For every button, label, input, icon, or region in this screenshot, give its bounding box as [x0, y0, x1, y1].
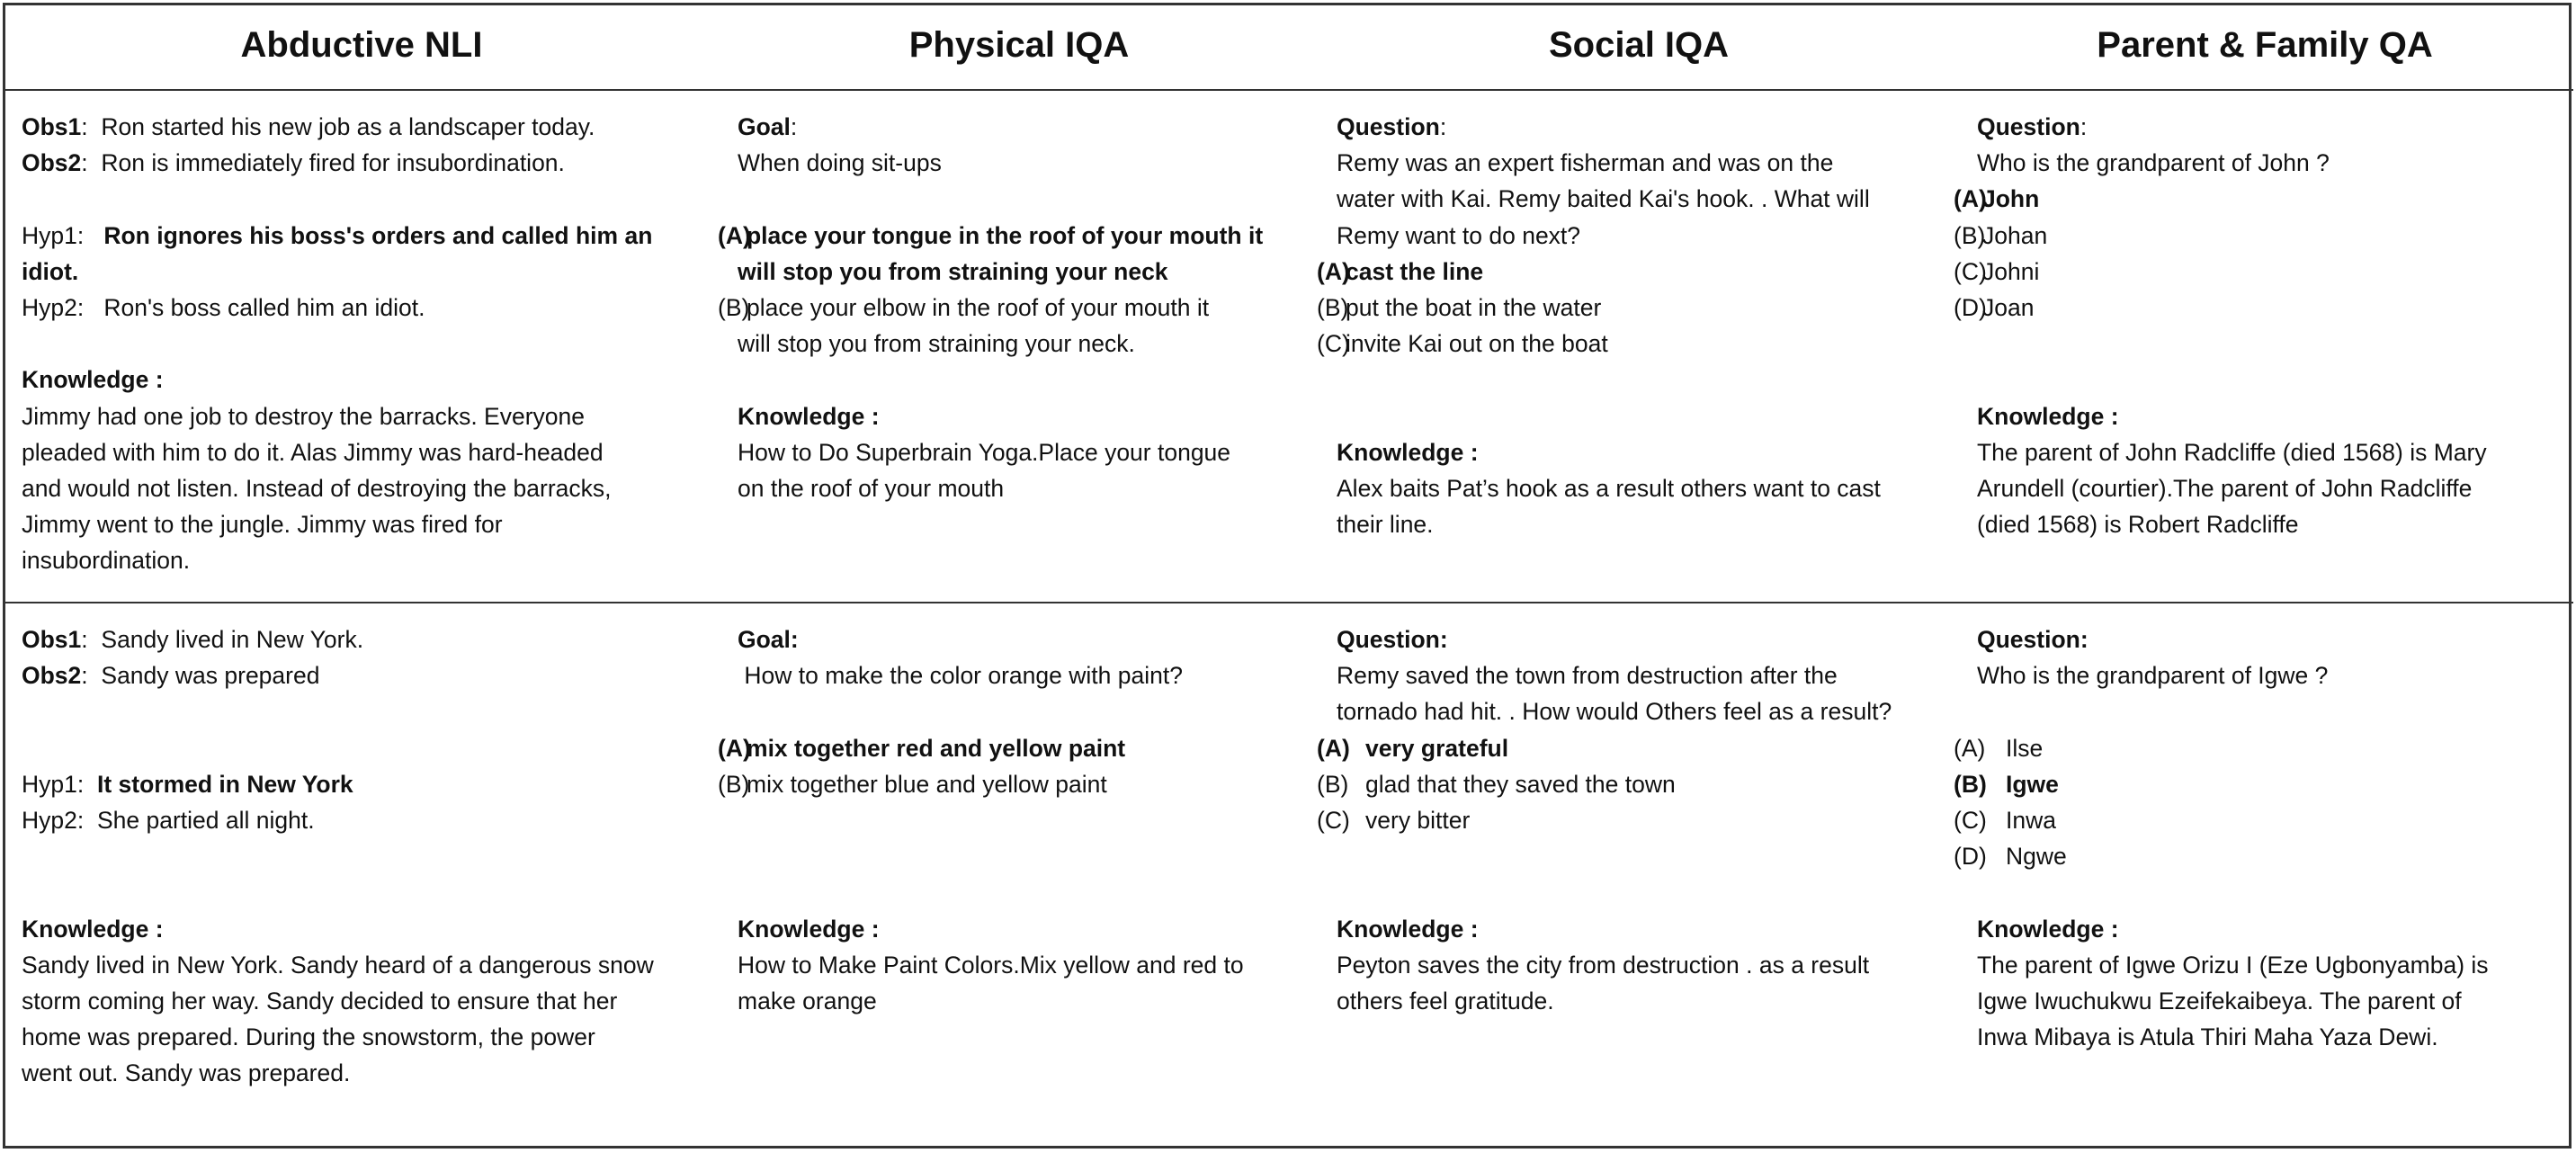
knowledge-line: Jimmy had one job to destroy the barracks. Everyone	[22, 402, 585, 430]
knowledge-label: Knowledge :	[738, 915, 880, 943]
hyp1: Hyp1: It stormed in New York	[22, 770, 353, 798]
piqa-cell-2	[718, 621, 1244, 1019]
knowledge-line: Peyton saves the city from destruction . as a result	[1337, 951, 1870, 979]
option-a: (A) cast the line	[1317, 257, 1484, 285]
goal-text: How to make the color orange with paint?	[738, 662, 1183, 690]
row-divider	[3, 602, 2573, 603]
knowledge-line: (died 1568) is Robert Radcliffe	[1977, 511, 2299, 539]
header-divider	[3, 89, 2573, 91]
hyp2: Hyp2: She partied all night.	[22, 806, 315, 834]
knowledge-line: went out. Sandy was prepared.	[22, 1059, 351, 1087]
siqa-cell-1	[1317, 109, 1881, 542]
option-b: (B) glad that they saved the town	[1317, 770, 1676, 798]
knowledge-line: Arundell (courtier).The parent of John Radcliffe	[1977, 474, 2473, 502]
hyp1: Hyp1: Ron ignores his boss's orders and called him an	[22, 221, 653, 249]
option-a: (A) place your tongue in the roof of your mouth it	[718, 221, 1264, 249]
question-text: water with Kai. Remy baited Kai's hook. . What will	[1337, 185, 1870, 213]
knowledge-line: storm coming her way. Sandy decided to ensure that her	[22, 987, 618, 1014]
option-c: (C) invite Kai out on the boat	[1317, 330, 1608, 358]
question-label: Question:	[1337, 113, 1447, 140]
option-a: (A) very grateful	[1317, 734, 1509, 762]
question-text: Remy want to do next?	[1337, 221, 1581, 249]
knowledge-line: How to Do Superbrain Yoga.Place your tongue	[738, 438, 1231, 466]
knowledge-line: on the roof of your mouth	[738, 474, 1005, 502]
knowledge-label: Knowledge :	[1337, 438, 1479, 466]
option-a: (A) John	[1954, 185, 2040, 213]
knowledge-line: and would not listen. Instead of destroying the barracks,	[22, 474, 612, 502]
option-b-cont: will stop you from straining your neck.	[738, 330, 1135, 358]
option-d: (D) Ngwe	[1954, 843, 2067, 871]
hyp2: Hyp2: Ron's boss called him an idiot.	[22, 293, 425, 321]
goal-label: Goal:	[738, 113, 798, 140]
knowledge-label: Knowledge :	[1337, 915, 1479, 943]
pfqa-cell-2	[1954, 621, 2489, 1055]
option-b: (B) Igwe	[1954, 770, 2059, 798]
knowledge-line: Alex baits Pat’s hook as a result others want to cast	[1337, 474, 1881, 502]
question-label: Question:	[1337, 626, 1448, 653]
obs2: Obs2: Ron is immediately fired for insubordination.	[22, 149, 565, 177]
obs1: Obs1: Ron started his new job as a landscaper today.	[22, 113, 595, 140]
knowledge-line: Igwe Iwuchukwu Ezeifekaibeya. The parent of	[1977, 987, 2462, 1014]
knowledge-line: Inwa Mibaya is Atula Thiri Maha Yaza Dewi.	[1977, 1023, 2438, 1051]
option-b: (B) mix together blue and yellow paint	[718, 770, 1107, 798]
piqa-cell-1	[718, 109, 1264, 506]
knowledge-line: The parent of Igwe Orizu I (Eze Ugbonyamba) is	[1977, 951, 2489, 979]
knowledge-line: make orange	[738, 987, 877, 1014]
header-physical-iqa: Physical IQA	[908, 25, 1130, 65]
knowledge-line: others feel gratitude.	[1337, 987, 1554, 1014]
header-social-iqa: Social IQA	[1548, 25, 1730, 65]
knowledge-line: insubordination.	[22, 547, 191, 575]
question-text: Remy was an expert fisherman and was on the	[1337, 149, 1834, 177]
anli-cell-2	[22, 621, 654, 1091]
option-a-cont: will stop you from straining your neck	[738, 257, 1168, 285]
option-a: (A) mix together red and yellow paint	[718, 734, 1126, 762]
knowledge-line: pleaded with him to do it. Alas Jimmy was hard-headed	[22, 438, 604, 466]
header-parent-family-qa: Parent & Family QA	[2097, 25, 2433, 65]
option-c: (C) very bitter	[1317, 806, 1471, 834]
header-abductive-nli: Abductive NLI	[240, 25, 483, 65]
knowledge-label: Knowledge :	[738, 402, 880, 430]
hyp1-cont: idiot.	[22, 257, 79, 285]
knowledge-line: their line.	[1337, 511, 1434, 539]
knowledge-line: Jimmy went to the jungle. Jimmy was fired for	[22, 511, 503, 539]
knowledge-label: Knowledge :	[1977, 402, 2119, 430]
pfqa-cell-1	[1954, 109, 2487, 542]
obs1: Obs1: Sandy lived in New York.	[22, 626, 364, 653]
question-text: tornado had hit. . How would Others feel as a result?	[1337, 698, 1892, 726]
option-c: (C) Johni	[1954, 257, 2040, 285]
option-d: (D) Joan	[1954, 293, 2035, 321]
knowledge-line: The parent of John Radcliffe (died 1568) is Mary	[1977, 438, 2487, 466]
goal-label: Goal:	[738, 626, 799, 653]
question-text: Remy saved the town from destruction after the	[1337, 662, 1838, 690]
knowledge-line: How to Make Paint Colors.Mix yellow and red to	[738, 951, 1244, 979]
knowledge-line: home was prepared. During the snowstorm, the power	[22, 1023, 595, 1051]
option-a: (A) Ilse	[1954, 734, 2044, 762]
option-b: (B) place your elbow in the roof of your mouth it	[718, 293, 1210, 321]
question-label: Question:	[1977, 626, 2089, 653]
knowledge-line: Sandy lived in New York. Sandy heard of a dangerous snow	[22, 951, 654, 979]
knowledge-label: Knowledge :	[1977, 915, 2119, 943]
anli-cell-1	[22, 109, 652, 578]
question-label: Question:	[1977, 113, 2088, 140]
question-text: Who is the grandparent of John ?	[1977, 149, 2330, 177]
option-c: (C) Inwa	[1954, 806, 2056, 834]
question-text: Who is the grandparent of Igwe ?	[1977, 662, 2329, 690]
knowledge-label: Knowledge :	[22, 366, 164, 394]
knowledge-label: Knowledge :	[22, 915, 164, 943]
option-b: (B) Johan	[1954, 221, 2048, 249]
option-b: (B) put the boat in the water	[1317, 293, 1602, 321]
obs2: Obs2: Sandy was prepared	[22, 662, 320, 690]
siqa-cell-2	[1317, 621, 1892, 1019]
goal-text: When doing sit-ups	[738, 149, 942, 177]
